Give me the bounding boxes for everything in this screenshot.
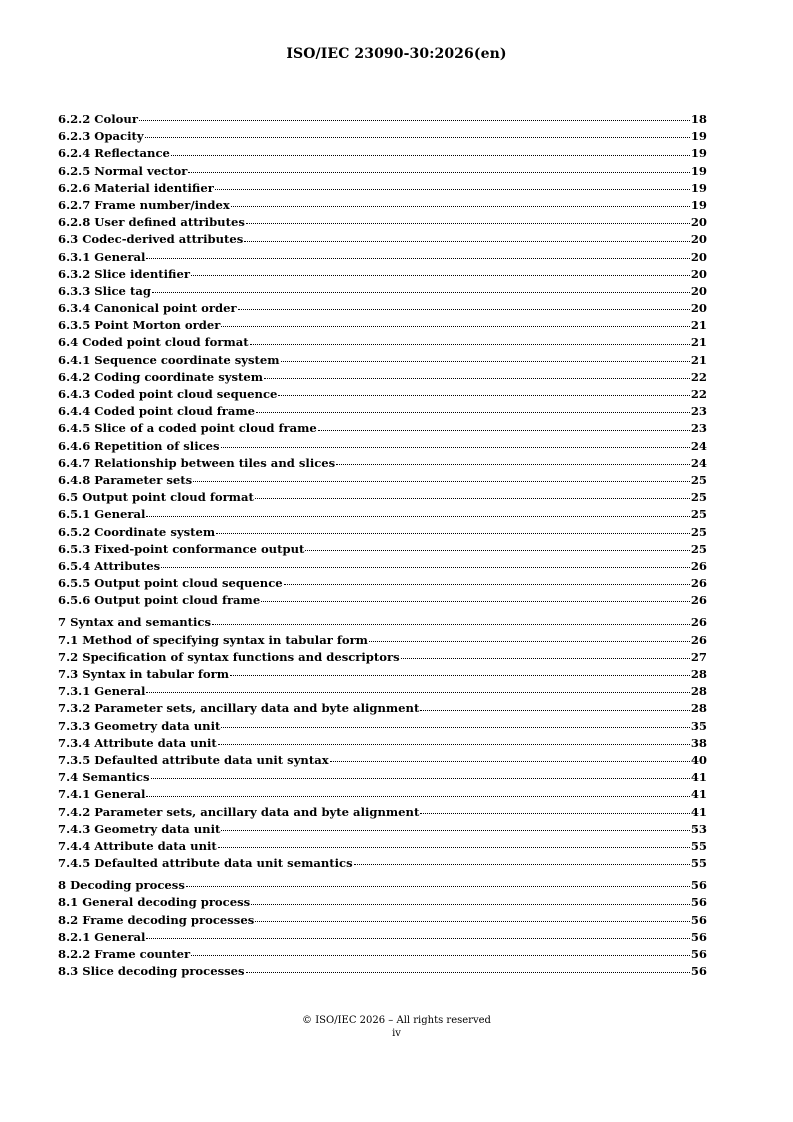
toc-entry-page: 20 xyxy=(690,232,707,247)
page-number: iv xyxy=(392,1028,401,1039)
toc-entry-page: 25 xyxy=(690,490,707,505)
toc-entry[interactable] xyxy=(58,403,707,420)
toc-entry[interactable] xyxy=(58,472,707,489)
toc-entry-page: 19 xyxy=(690,163,707,178)
toc-entry-title: 7.4.1 General xyxy=(58,787,146,802)
toc-entry-title: 8.3 Slice decoding processes xyxy=(58,964,245,979)
toc-entry-title: 6.4.3 Coded point cloud sequence xyxy=(58,387,278,401)
toc-entry-page: 56 xyxy=(690,878,707,893)
toc-entry-page: 53 xyxy=(690,821,707,836)
toc-entry-title: 7 Syntax and semantics xyxy=(58,615,212,630)
toc-entry-page: 25 xyxy=(690,524,707,539)
toc-entry-title: 6.2.5 Normal vector xyxy=(58,163,188,178)
toc-entry-page: 25 xyxy=(690,472,707,487)
toc-entry-page: 56 xyxy=(690,895,707,910)
toc-entry[interactable] xyxy=(58,558,707,575)
toc-entry-page: 24 xyxy=(690,455,707,470)
toc-entry-title: 8.1 General decoding process xyxy=(58,895,251,910)
toc-dot-leader xyxy=(238,309,690,310)
toc-entry[interactable] xyxy=(58,877,707,894)
toc-entry[interactable] xyxy=(58,455,707,472)
toc-dot-leader xyxy=(420,710,690,711)
toc-entry-page: 38 xyxy=(690,735,707,750)
toc-entry[interactable] xyxy=(58,735,707,752)
toc-dot-leader xyxy=(246,223,690,224)
toc-entry[interactable] xyxy=(58,666,707,683)
toc-entry-title: 7.1 Method of specifying syntax in tabular form xyxy=(58,632,368,647)
toc-entry-title: 6.4.4 Coded point cloud frame xyxy=(58,404,255,419)
toc-entry-page: 35 xyxy=(690,718,707,733)
toc-entry-page: 20 xyxy=(690,215,707,230)
toc-entry-title: 6.3.3 Slice tag xyxy=(58,283,151,298)
toc-entry-title: 7.2 Specification of syntax functions and descriptors xyxy=(58,649,400,664)
toc-dot-leader xyxy=(420,813,690,814)
toc-entry-title: 6.2.7 Frame number/index xyxy=(58,197,230,212)
toc-entry-page: 20 xyxy=(690,249,707,264)
toc-entry-page: 25 xyxy=(690,507,707,522)
toc-entry[interactable] xyxy=(58,300,707,317)
toc-dot-leader xyxy=(284,584,690,585)
toc-entry-title: 8 Decoding process xyxy=(58,878,185,893)
toc-entry-page: 21 xyxy=(690,335,707,350)
copyright-notice: © ISO/IEC 2026 – All rights reserved xyxy=(302,1015,491,1026)
toc-dot-leader xyxy=(146,796,689,797)
toc-dot-leader xyxy=(186,886,690,887)
toc-dot-leader xyxy=(188,172,690,173)
toc-entry[interactable] xyxy=(58,632,707,649)
toc-entry-page: 24 xyxy=(690,438,707,453)
table-of-contents xyxy=(58,111,707,980)
toc-dot-leader xyxy=(401,658,690,659)
toc-entry[interactable] xyxy=(58,128,707,145)
toc-entry-page: 40 xyxy=(690,752,707,767)
toc-entry-page: 55 xyxy=(690,856,707,871)
toc-dot-leader xyxy=(152,292,690,293)
toc-dot-leader xyxy=(281,361,690,362)
toc-entry-title: 6.2.4 Reflectance xyxy=(58,146,170,161)
toc-entry-title: 7.4.2 Parameter sets, ancillary data and byte alignment xyxy=(58,804,420,819)
toc-dot-leader xyxy=(318,430,690,431)
toc-entry-page: 28 xyxy=(690,667,707,681)
page-footer xyxy=(0,1014,793,1040)
toc-entry[interactable] xyxy=(58,197,707,214)
toc-entry-page: 19 xyxy=(690,180,707,195)
toc-entry-page: 22 xyxy=(690,369,707,384)
toc-dot-leader xyxy=(221,326,690,327)
toc-dot-leader xyxy=(212,624,690,625)
toc-entry-title: 6.4.7 Relationship between tiles and slices xyxy=(58,455,336,470)
toc-entry[interactable] xyxy=(58,786,707,803)
toc-entry[interactable] xyxy=(58,946,707,963)
toc-group xyxy=(58,877,707,980)
toc-entry[interactable] xyxy=(58,838,707,855)
toc-entry-title: 6.2.6 Material identifier xyxy=(58,180,214,195)
toc-entry-page: 26 xyxy=(690,576,707,591)
toc-entry[interactable] xyxy=(58,524,707,541)
toc-entry-title: 6.5.2 Coordinate system xyxy=(58,524,216,539)
toc-dot-leader xyxy=(191,955,690,956)
toc-entry[interactable] xyxy=(58,769,707,786)
toc-entry-page: 26 xyxy=(690,558,707,573)
toc-entry-title: 6.4 Coded point cloud format xyxy=(58,335,249,350)
toc-entry-title: 6.5.4 Attributes xyxy=(58,558,161,573)
toc-entry-title: 6.4.6 Repetition of slices xyxy=(58,438,220,453)
toc-entry[interactable] xyxy=(58,111,707,128)
toc-entry-title: 7.4 Semantics xyxy=(58,770,150,785)
toc-entry-title: 7.3.3 Geometry data unit xyxy=(58,718,221,733)
toc-entry-title: 6.5.6 Output point cloud frame xyxy=(58,593,261,608)
toc-entry-page: 21 xyxy=(690,318,707,333)
toc-dot-leader xyxy=(261,601,690,602)
toc-entry[interactable] xyxy=(58,231,707,248)
toc-entry-page: 20 xyxy=(690,301,707,316)
toc-entry-title: 8.2 Frame decoding processes xyxy=(58,912,255,927)
toc-dot-leader xyxy=(146,938,689,939)
toc-dot-leader xyxy=(278,395,689,396)
toc-entry-title: 6.3.5 Point Morton order xyxy=(58,318,221,333)
toc-dot-leader xyxy=(255,921,690,922)
document-header xyxy=(0,46,793,62)
toc-entry[interactable] xyxy=(58,752,707,769)
toc-entry-page: 41 xyxy=(690,804,707,819)
toc-entry[interactable] xyxy=(58,163,707,180)
toc-entry-title: 6.4.8 Parameter sets xyxy=(58,472,193,487)
toc-entry[interactable] xyxy=(58,649,707,666)
toc-entry-page: 28 xyxy=(690,701,707,716)
toc-entry-title: 6.2.2 Colour xyxy=(58,112,138,126)
toc-entry-page: 22 xyxy=(690,387,707,401)
toc-dot-leader xyxy=(145,137,690,138)
toc-entry-title: 6.3.4 Canonical point order xyxy=(58,301,237,316)
toc-entry-page: 18 xyxy=(690,112,707,126)
toc-dot-leader xyxy=(256,412,690,413)
toc-dot-leader xyxy=(146,692,689,693)
toc-entry-title: 6.4.1 Sequence coordinate system xyxy=(58,352,280,367)
toc-entry-title: 6.3 Codec-derived attributes xyxy=(58,232,244,247)
toc-entry-page: 55 xyxy=(690,838,707,853)
toc-dot-leader xyxy=(231,206,690,207)
toc-entry[interactable] xyxy=(58,369,707,386)
toc-entry[interactable] xyxy=(58,963,707,980)
toc-entry-title: 7.4.3 Geometry data unit xyxy=(58,821,221,836)
toc-dot-leader xyxy=(230,675,690,676)
toc-entry[interactable] xyxy=(58,489,707,506)
toc-entry[interactable] xyxy=(58,180,707,197)
toc-entry-title: 7.4.5 Defaulted attribute data unit semantics xyxy=(58,856,353,871)
toc-entry-title: 7.4.4 Attribute data unit xyxy=(58,838,217,853)
toc-entry-page: 56 xyxy=(690,947,707,961)
toc-entry-page: 56 xyxy=(690,929,707,944)
toc-entry-title: 6.5.3 Fixed-point conformance output xyxy=(58,541,305,556)
toc-entry[interactable] xyxy=(58,912,707,929)
toc-entry-page: 41 xyxy=(690,787,707,802)
toc-dot-leader xyxy=(354,864,690,865)
toc-dot-leader xyxy=(146,258,689,259)
toc-entry-title: 7.3 Syntax in tabular form xyxy=(58,667,229,681)
document-title: ISO/IEC 23090-30:2026(en) xyxy=(286,46,507,62)
toc-entry-title: 7.3.1 General xyxy=(58,684,146,699)
toc-group xyxy=(58,111,707,609)
toc-dot-leader xyxy=(215,189,690,190)
toc-entry[interactable] xyxy=(58,420,707,437)
toc-entry-title: 6.4.5 Slice of a coded point cloud frame xyxy=(58,421,317,436)
toc-entry[interactable] xyxy=(58,700,707,717)
toc-entry-page: 56 xyxy=(690,964,707,979)
toc-entry[interactable] xyxy=(58,855,707,872)
toc-entry-page: 26 xyxy=(690,615,707,630)
toc-entry[interactable] xyxy=(58,386,707,403)
toc-entry-title: 6.4.2 Coding coordinate system xyxy=(58,369,263,384)
toc-entry-page: 27 xyxy=(690,649,707,664)
toc-entry-title: 6.5 Output point cloud format xyxy=(58,490,254,505)
toc-dot-leader xyxy=(305,550,690,551)
toc-entry-page: 26 xyxy=(690,593,707,608)
toc-dot-leader xyxy=(193,481,690,482)
toc-dot-leader xyxy=(244,241,690,242)
toc-dot-leader xyxy=(251,904,690,905)
toc-entry-page: 56 xyxy=(690,912,707,927)
toc-entry-page: 23 xyxy=(690,421,707,436)
toc-entry-title: 6.2.3 Opacity xyxy=(58,129,144,144)
toc-dot-leader xyxy=(330,761,690,762)
toc-entry-page: 21 xyxy=(690,352,707,367)
toc-entry[interactable] xyxy=(58,894,707,911)
toc-entry[interactable] xyxy=(58,249,707,266)
toc-group xyxy=(58,614,707,872)
toc-dot-leader xyxy=(336,464,690,465)
toc-entry-title: 6.5.1 General xyxy=(58,507,146,522)
toc-entry-page: 41 xyxy=(690,770,707,785)
toc-entry[interactable] xyxy=(58,683,707,700)
toc-entry[interactable] xyxy=(58,317,707,334)
toc-entry[interactable] xyxy=(58,352,707,369)
toc-dot-leader xyxy=(218,744,690,745)
toc-dot-leader xyxy=(250,344,690,345)
toc-entry[interactable] xyxy=(58,929,707,946)
toc-entry-title: 6.3.1 General xyxy=(58,249,146,264)
toc-entry-title: 7.3.4 Attribute data unit xyxy=(58,735,217,750)
toc-entry-page: 25 xyxy=(690,541,707,556)
toc-entry-page: 19 xyxy=(690,197,707,212)
toc-entry-title: 7.3.5 Defaulted attribute data unit syntax xyxy=(58,752,329,767)
toc-entry[interactable] xyxy=(58,145,707,162)
toc-entry[interactable] xyxy=(58,718,707,735)
toc-entry[interactable] xyxy=(58,506,707,523)
toc-entry-page: 23 xyxy=(690,404,707,419)
toc-entry-page: 19 xyxy=(690,129,707,144)
toc-entry[interactable] xyxy=(58,214,707,231)
toc-entry-page: 28 xyxy=(690,684,707,699)
toc-entry[interactable] xyxy=(58,804,707,821)
toc-entry[interactable] xyxy=(58,266,707,283)
toc-dot-leader xyxy=(146,516,689,517)
toc-dot-leader xyxy=(191,275,690,276)
toc-dot-leader xyxy=(255,498,690,499)
toc-entry[interactable] xyxy=(58,334,707,351)
toc-dot-leader xyxy=(264,378,690,379)
toc-entry[interactable] xyxy=(58,541,707,558)
toc-dot-leader xyxy=(216,533,690,534)
toc-dot-leader xyxy=(171,155,690,156)
toc-entry[interactable] xyxy=(58,575,707,592)
toc-dot-leader xyxy=(221,447,690,448)
toc-entry[interactable] xyxy=(58,614,707,631)
toc-entry-title: 6.2.8 User defined attributes xyxy=(58,215,245,230)
toc-entry-title: 6.5.5 Output point cloud sequence xyxy=(58,576,283,591)
toc-entry-title: 8.2.2 Frame counter xyxy=(58,947,191,961)
toc-entry-page: 19 xyxy=(690,146,707,161)
toc-entry[interactable] xyxy=(58,438,707,455)
toc-entry-title: 7.3.2 Parameter sets, ancillary data and byte alignment xyxy=(58,701,420,716)
toc-dot-leader xyxy=(246,972,690,973)
toc-dot-leader xyxy=(139,120,690,121)
toc-entry-title: 8.2.1 General xyxy=(58,929,146,944)
toc-entry[interactable] xyxy=(58,821,707,838)
toc-dot-leader xyxy=(221,727,690,728)
toc-entry[interactable] xyxy=(58,283,707,300)
toc-entry-page: 20 xyxy=(690,266,707,281)
toc-dot-leader xyxy=(221,830,690,831)
toc-dot-leader xyxy=(161,567,690,568)
toc-entry-page: 26 xyxy=(690,632,707,647)
toc-entry-title: 6.3.2 Slice identifier xyxy=(58,266,190,281)
toc-dot-leader xyxy=(218,847,690,848)
toc-dot-leader xyxy=(151,778,690,779)
toc-dot-leader xyxy=(369,641,690,642)
toc-entry-page: 20 xyxy=(690,283,707,298)
toc-entry[interactable] xyxy=(58,592,707,609)
